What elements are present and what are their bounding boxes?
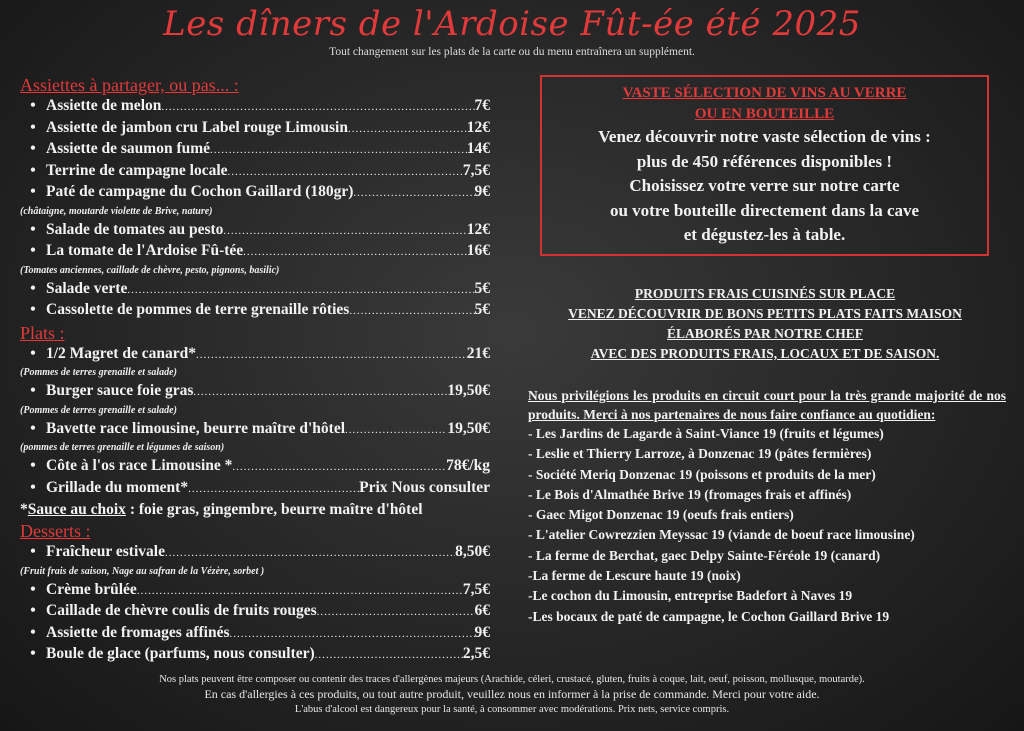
menu-item-note: (Fruit frais de saison, Nage au safran de la Vézère, sorbet ) — [20, 565, 265, 577]
bullet-icon: • — [30, 183, 36, 200]
menu-title: Les dîners de l'Ardoise Fût-ée été 2025 — [163, 4, 861, 44]
fresh-line: VENEZ DÉCOUVRIR DE BONS PETITS PLATS FAITS MAISON — [568, 306, 962, 321]
bullet-icon: • — [30, 140, 36, 157]
menu-item-label: Assiette de fromages affinés — [46, 623, 230, 641]
wine-line: Venez découvrir notre vaste sélection de vins : — [598, 127, 931, 146]
partner-item: - Société Meriq Donzenac 19 (poissons et produits de la mer) — [528, 466, 876, 482]
bullet-icon: • — [30, 602, 36, 619]
dot-leader — [210, 140, 467, 161]
menu-left-column — [20, 74, 490, 666]
menu-item — [20, 220, 490, 242]
fresh-products-block — [540, 284, 990, 364]
menu-item-price: Prix Nous consulter — [359, 478, 490, 496]
partner-item: -Les bocaux de paté de campagne, le Cochon Gaillard Brive 19 — [528, 608, 890, 624]
wine-selection-box — [540, 75, 989, 256]
menu-item-price: 7€ — [474, 97, 490, 114]
dot-leader — [165, 543, 455, 564]
footer-line-2: En cas d'allergies à ces produits, ou tout autre produit, veuillez nous en informer à la prise de commande. Merci pour votre aide. — [204, 687, 820, 701]
menu-item-price: 21€ — [466, 344, 490, 362]
wine-line: ou votre bouteille directement dans la cave — [609, 200, 920, 220]
section-title: Assiettes à partager, ou pas... : — [20, 75, 239, 95]
partner-item: -La ferme de Lescure haute 19 (noix) — [528, 568, 741, 584]
menu-item-price: 16€ — [466, 242, 490, 259]
menu-item — [20, 96, 490, 118]
menu-item-label: Fraîcheur estivale — [46, 543, 165, 560]
menu-item-label: Burger sauce foie gras — [46, 382, 194, 399]
menu-item — [20, 381, 490, 403]
menu-item-label: Boule de glace (parfums, nous consulter) — [46, 645, 315, 662]
dot-leader — [230, 624, 475, 645]
dot-leader — [196, 345, 467, 366]
menu-item-label: Bavette race limousine, beurre maître d'hôtel — [46, 419, 346, 437]
menu-item — [20, 300, 490, 322]
partner-item: -Le cochon du Limousin, entreprise Badefort à Naves 19 — [528, 588, 853, 604]
menu-item — [20, 241, 490, 263]
menu-item-label: Assiette de melon — [46, 97, 162, 114]
menu-item-label: Paté de campagne du Cochon Gaillard (180gr) — [46, 183, 354, 200]
partners-block — [528, 386, 1006, 627]
partner-item: - La ferme de Berchat, gaec Delpy Sainte-Féréole 19 (canard) — [528, 547, 881, 563]
bullet-icon: • — [30, 220, 36, 238]
bullet-icon: • — [30, 97, 36, 114]
menu-item — [20, 623, 490, 645]
menu-item — [20, 456, 490, 478]
menu-item — [20, 601, 490, 623]
menu-item — [20, 161, 490, 183]
dot-leader — [193, 382, 447, 403]
sauce-prefix: * — [20, 501, 28, 518]
menu-item-label: Caillade de chèvre coulis de fruits rouges — [46, 602, 317, 619]
fresh-line: AVEC DES PRODUITS FRAIS, LOCAUX ET DE SAISON. — [590, 346, 940, 361]
partner-item: - Leslie et Thierry Larroze, à Donzenac 19 (pâtes fermières) — [528, 446, 872, 462]
menu-item-price: 8,50€ — [455, 543, 490, 560]
menu-item-price: 12€ — [466, 118, 490, 136]
sauce-options: : foie gras, gingembre, beurre maître d'hôtel — [125, 501, 423, 518]
bullet-icon: • — [30, 457, 36, 474]
menu-item-label: Salade de tomates au pesto — [46, 220, 224, 238]
dot-leader — [348, 119, 467, 140]
menu-item — [20, 644, 490, 666]
menu-item-price: 9€ — [474, 623, 490, 641]
dot-leader — [243, 242, 467, 263]
menu-item-price: 12€ — [466, 220, 490, 238]
bullet-icon: • — [30, 478, 36, 496]
bullet-icon: • — [30, 580, 36, 598]
section-title: Plats : — [20, 322, 65, 343]
menu-item — [20, 344, 490, 366]
menu-item-price: 7,5€ — [462, 580, 490, 598]
wine-line: plus de 450 références disponibles ! — [636, 151, 893, 171]
menu-item-label: Assiette de jambon cru Label rouge Limousin — [46, 118, 348, 136]
wine-heading-1: VASTE SÉLECTION DE VINS AU VERRE — [622, 85, 907, 101]
menu-item-note: (Tomates anciennes, caillade de chèvre, pesto, pignons, basilic) — [20, 264, 280, 276]
menu-item-price: 14€ — [466, 140, 490, 157]
menu-item-price: 2,5€ — [462, 645, 490, 662]
allergen-footer — [0, 672, 1024, 717]
dot-leader — [228, 162, 463, 183]
dot-leader — [137, 581, 463, 602]
fresh-line: ÉLABORÉS PAR NOTRE CHEF — [667, 326, 863, 341]
menu-item — [20, 478, 490, 500]
menu-item — [20, 139, 490, 161]
dot-leader — [161, 97, 474, 118]
footer-line-1: Nos plats peuvent être composer ou contenir des traces d'allergènes majeurs (Arachide, céleri, crustacé, gluten, fruits à coque, lait, oeuf, poisson, mollusque, moutarde). — [159, 674, 865, 685]
partner-item: - Les Jardins de Lagarde à Saint-Viance 19 (fruits et légumes) — [528, 426, 884, 441]
menu-item-note: (pommes de terres grenaille et légumes de saison) — [20, 442, 225, 453]
wine-line: et dégustez-les à table. — [683, 225, 846, 244]
menu-item — [20, 118, 490, 140]
menu-item-label: Grillade du moment* — [46, 478, 189, 496]
wine-line: Choisissez votre verre sur notre carte — [629, 176, 900, 195]
menu-item-label: Salade verte — [46, 279, 128, 297]
menu-item-label: Assiette de saumon fumé — [46, 140, 211, 157]
bullet-icon: • — [30, 344, 36, 362]
footer-line-3: L'abus d'alcool est dangereux pour la santé, à consommer avec modérations. Prix nets, service compris. — [294, 704, 730, 715]
menu-item-price: 6€ — [474, 602, 490, 619]
menu-item-price: 5€ — [474, 279, 490, 297]
partner-item: - L'atelier Cowrezzien Meyssac 19 (viande de boeuf race limousine) — [528, 527, 915, 543]
menu-item-price: 78€/kg — [446, 457, 490, 474]
partner-item: - Gaec Migot Donzenac 19 (oeufs frais entiers) — [528, 507, 794, 523]
menu-item — [20, 279, 490, 301]
sauce-label: Sauce au choix — [27, 501, 126, 518]
menu-item-price: 19,50€ — [447, 419, 490, 437]
bullet-icon: • — [30, 279, 36, 297]
menu-item — [20, 542, 490, 564]
bullet-icon: • — [30, 419, 36, 437]
section-title: Desserts : — [20, 521, 91, 541]
menu-item-label: 1/2 Magret de canard* — [46, 344, 196, 362]
menu-item — [20, 580, 490, 602]
partners-list — [528, 424, 1006, 627]
dot-leader — [353, 183, 474, 204]
bullet-icon: • — [30, 161, 36, 179]
menu-item-note: (Pommes de terres grenaille et salade) — [20, 367, 177, 378]
dot-leader — [223, 221, 466, 242]
bullet-icon: • — [30, 382, 36, 399]
menu-item-label: Cassolette de pommes de terre grenaille rôties — [46, 301, 350, 318]
menu-item-price: 19,50€ — [447, 382, 490, 399]
dot-leader — [232, 457, 446, 478]
menu-subtitle: Tout changement sur les plats de la carte ou du menu entraînera un supplément. — [329, 46, 695, 58]
dot-leader — [345, 420, 447, 441]
bullet-icon: • — [30, 543, 36, 560]
menu-item-price: 5€ — [474, 301, 490, 318]
menu-item-note: (Pommes de terres grenaille et salade) — [20, 404, 177, 416]
dot-leader — [317, 602, 475, 623]
dot-leader — [315, 645, 463, 666]
sauce-choice — [20, 499, 490, 520]
menu-item — [20, 182, 490, 204]
menu-item-note: (châtaigne, moutarde violette de Brive, nature) — [20, 205, 213, 217]
menu-item — [20, 419, 490, 441]
partners-intro: Nous privilégions les produits en circuit court pour la très grande majorité de nos produits. Merci à nos partenaires de nous faire confiance au quotidien: — [528, 388, 1006, 422]
wine-heading-2: OU EN BOUTEILLE — [694, 106, 835, 122]
dot-leader — [127, 280, 474, 301]
menu-item-label: Crème brûlée — [46, 580, 137, 598]
dot-leader — [349, 301, 474, 322]
menu-item-label: La tomate de l'Ardoise Fû-tée — [46, 242, 244, 259]
fresh-line: PRODUITS FRAIS CUISINÉS SUR PLACE — [634, 286, 896, 301]
menu-item-price: 7,5€ — [462, 161, 490, 179]
bullet-icon: • — [30, 118, 36, 136]
menu-item-price: 9€ — [474, 183, 490, 200]
bullet-icon: • — [30, 623, 36, 641]
bullet-icon: • — [30, 242, 36, 259]
bullet-icon: • — [30, 645, 36, 662]
partner-item: - Le Bois d'Almathée Brive 19 (fromages frais et affinés) — [528, 486, 852, 502]
dot-leader — [188, 479, 359, 500]
menu-item-label: Terrine de campagne locale — [46, 161, 228, 179]
menu-item-label: Côte à l'os race Limousine * — [46, 457, 233, 474]
bullet-icon: • — [30, 301, 36, 318]
